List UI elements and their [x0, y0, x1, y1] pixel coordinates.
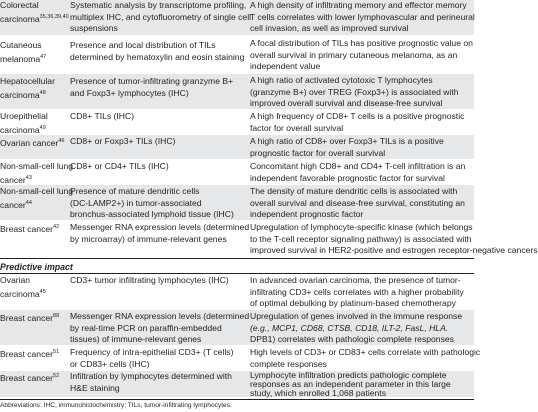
finding-text: In advanced ovarian carcinoma, the presence of tumor-: [250, 275, 461, 285]
section-label: Predictive impact: [0, 262, 73, 272]
finding-text: Upregulation of lymphocyte-specific kinase (which belongs: [250, 222, 473, 232]
reference: 48: [39, 89, 46, 96]
reference: 46: [58, 138, 65, 144]
method-text: Presence of mature dendritic cells: [70, 186, 200, 196]
method-text: or CD83+ cells (IHC): [70, 358, 150, 369]
finding-text: Lymphocyte infiltration predicts pathologic complete: [250, 370, 447, 380]
table-row: [0, 160, 474, 185]
finding-text: infiltrating CD3+ cells correlates with a higher probability: [250, 286, 464, 297]
finding-text: A focal distribution of TILs has positive prognostic value on: [250, 38, 473, 48]
reference: 42: [53, 224, 60, 230]
method-text: CD3+ tumor infiltrating lymphocytes (IHC): [70, 275, 229, 285]
cancer-type: Non-small-cell lung: [0, 161, 74, 171]
finding-text: (granzyme B+) over TREG (Foxp3+) is associated with: [250, 86, 459, 97]
finding-text: A high ratio of CD8+ over Foxp3+ TILs is a positive: [250, 136, 444, 146]
cancer-type: Cutaneous: [0, 40, 42, 50]
table-row: [0, 0, 474, 36]
finding-text: overall survival in primary cutaneous melanoma, as an: [250, 49, 458, 60]
footnote: Abbreviations: IHC, immunohistochemistry; TILs, tumor-infiltrating lymphocytes.: [0, 399, 474, 411]
cancer-type: carcinoma: [0, 124, 40, 135]
cancer-type: carcinoma: [0, 288, 40, 299]
cancer-type: Uroepithelial: [0, 111, 48, 121]
cancer-type: carcinoma: [0, 89, 40, 100]
finding-text: A high frequency of CD8+ T cells is a positive prognostic: [250, 111, 465, 121]
finding-text: independent prognostic factor: [250, 209, 364, 220]
finding-text: DPB1) correlates with pathologic complete responses: [250, 334, 454, 345]
finding-text: responses as an independent parameter in this large: [250, 379, 451, 389]
finding-text: improved overall survival and disease-free survival: [250, 98, 443, 109]
cancer-type: Breast cancer: [0, 223, 54, 234]
method-text: by microarray) of immune-relevant genes: [70, 233, 227, 244]
finding-text: of optimal debulking by platinum-based chemotherapy: [250, 298, 456, 309]
cancer-type: Colorectal: [0, 0, 39, 10]
method-text: CD8+ or Foxp3+ TILs (IHC): [70, 136, 176, 146]
finding-text: (e.g., MCP1, CD68, CTSB, CD18, ILT-2, FasL, HLA.: [250, 322, 449, 333]
method-text: Infiltration by lymphocytes determined with: [70, 371, 232, 381]
finding-text: improved survival in HER2-positive and estrogen receptor-negative cancers: [250, 245, 538, 256]
finding-text: cell invasion, as well as improved survival: [250, 23, 409, 34]
method-text: bronchus-associated lymphoid tissue (IHC): [70, 209, 234, 220]
method-text: tissues) of immune-relevant genes: [70, 334, 202, 345]
method-text: Presence of tumor-infiltrating granzyme B+: [70, 76, 234, 86]
method-text: and Foxp3+ lymphocytes (IHC): [70, 87, 189, 98]
table-row: [0, 74, 474, 110]
reference: 44: [25, 199, 32, 206]
method-text: by real-time PCR on paraffin-embedded: [70, 322, 222, 333]
cancer-type: cancer: [0, 199, 26, 210]
finding-text: Concomitant high CD8+ and CD4+ T-cell infiltration is an: [250, 161, 466, 171]
reference: 88: [53, 313, 60, 319]
method-text: H&E staining: [70, 382, 120, 393]
finding-text: The density of mature dendritic cells is associated with: [250, 186, 458, 196]
cancer-type: carcinoma: [0, 13, 40, 24]
reference: 47: [40, 53, 47, 60]
finding-text: study, which enrolled 1,068 patients: [250, 388, 386, 398]
reference: 49: [39, 124, 46, 131]
table-row: [0, 371, 474, 398]
finding-text: T cells correlates with lower lymphovascular and perineural: [250, 11, 475, 22]
method-text: suspensions: [70, 23, 118, 34]
reference: 35,36,39,40: [39, 13, 69, 20]
table-row: [0, 135, 474, 160]
finding-text: factor for overall survival: [250, 122, 344, 133]
table-row: [0, 310, 474, 346]
table-row: [0, 185, 474, 221]
section-header: [0, 258, 474, 274]
finding-text: Upregulation of genes involved in the immune response: [250, 311, 463, 321]
finding-text: High levels of CD3+ or CD83+ cells correlate with pathologic: [250, 347, 481, 357]
reference: 52: [53, 373, 60, 379]
finding-text: prognostic factor for overall survival: [250, 147, 386, 158]
method-text: Messenger RNA expression levels (determined: [70, 222, 250, 232]
method-text: CD8+ TILs (IHC): [70, 111, 135, 121]
cancer-type: Hepatocellular: [0, 76, 55, 86]
finding-text: overall survival and disease-free survival, constituting an: [250, 197, 465, 208]
finding-text: A high density of infiltrating memory and effector memory: [250, 0, 467, 10]
finding-text: A high ratio of activated cytotoxic T lymphocytes: [250, 75, 433, 85]
cancer-type: Ovarian: [0, 275, 31, 285]
table-row: [0, 110, 474, 135]
cancer-type: Ovarian cancer: [0, 137, 59, 148]
table-row: [0, 221, 538, 258]
cancer-type: Breast cancer: [0, 312, 54, 323]
reference: 51: [53, 349, 60, 355]
table-row: [0, 36, 474, 74]
table-row: [0, 346, 481, 371]
cancer-type: Breast cancer: [0, 348, 54, 359]
finding-text: independent value: [250, 61, 321, 72]
table-row: [0, 274, 474, 310]
method-text: Frequency of intra-epithelial CD3+ (T cells): [70, 347, 234, 357]
cancer-type: Non-small-cell lung: [0, 186, 74, 196]
method-text: multiplex IHC, and cytofluorometry of single cell: [70, 11, 252, 22]
reference: 45: [39, 288, 46, 295]
method-text: Messenger RNA expression levels (determined: [70, 311, 250, 321]
method-text: Systematic analysis by transcriptome profiling,: [70, 0, 247, 10]
method-text: Presence and local distribution of TILs: [70, 40, 216, 50]
reference: 43: [25, 174, 32, 181]
finding-text: complete responses: [250, 358, 327, 369]
method-text: (DC-LAMP2+) in tumor-associated: [70, 197, 202, 208]
cancer-type: melanoma: [0, 53, 41, 64]
cancer-type: cancer: [0, 174, 26, 185]
finding-text: to the T-cell receptor signaling pathway) is associated with: [250, 233, 472, 244]
cancer-type: Breast cancer: [0, 372, 54, 383]
method-text: determined by hematoxylin and eosin staining: [70, 51, 245, 62]
method-text: CD8+ or CD4+ TILs (IHC): [70, 161, 169, 171]
finding-text: independent favorable prognostic factor for survival: [250, 172, 445, 183]
